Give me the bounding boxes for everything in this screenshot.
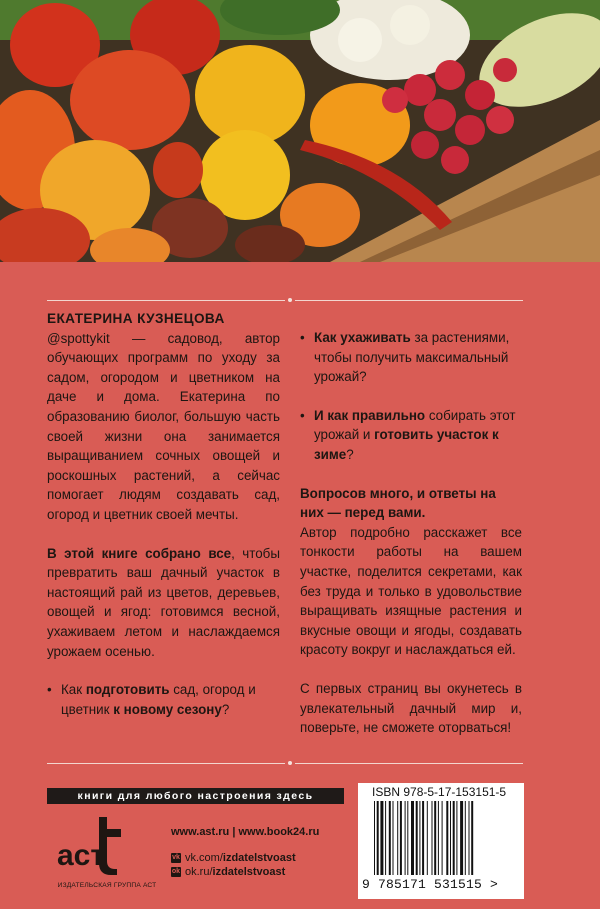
barcode <box>372 801 512 877</box>
question-1: • Как подготовить сад, огород и цветник к новому сезону? <box>47 682 256 717</box>
barcode-bar <box>460 801 463 875</box>
slogan-strip: книги для любого настроения здесь <box>47 788 344 804</box>
barcode-bar <box>389 801 391 875</box>
author-bio: @spottykit — садовод, автор обучающих программ по уходу за садом, огородом и цветником на даче и дома. Екатерина по образованию биолог, большую часть своей жизни она занимается выращиванием сочных овощей и роскошных растений, а сейчас помогает людям создавать сад, огород и цветник своей мечты. <box>47 330 280 522</box>
bottom-divider-left <box>47 763 285 764</box>
question-2: • Как ухаживать за растениями, чтобы получить максимальный урожай? <box>300 330 510 385</box>
barcode-bar <box>446 801 448 875</box>
svg-text:аст: аст <box>57 839 106 872</box>
closing-text: С первых страниц вы окунетесь в увлекательный дачный мир и, поверьте, не сможете оторваться! <box>300 680 522 736</box>
barcode-bar <box>442 801 443 875</box>
top-divider-left <box>47 300 285 301</box>
barcode-bar <box>422 801 424 875</box>
isbn-label: ISBN 978-5-17-153151-5 <box>372 785 507 799</box>
barcode-bar <box>407 801 408 875</box>
barcode-bar <box>416 801 418 875</box>
barcode-bar <box>438 801 439 875</box>
barcode-bar <box>393 801 394 875</box>
barcode-bar <box>427 801 428 875</box>
top-divider-right <box>295 300 523 301</box>
barcode-bar <box>400 801 402 875</box>
barcode-bar <box>397 801 398 875</box>
bottom-divider-right <box>295 763 523 764</box>
barcode-bar <box>385 801 386 875</box>
barcode-bar <box>377 801 379 875</box>
right-column <box>300 328 522 738</box>
ast-logo <box>55 815 135 877</box>
barcode-bar <box>450 801 451 875</box>
author-name: ЕКАТЕРИНА КУЗНЕЦОВА <box>47 311 225 326</box>
barcode-bar <box>434 801 436 875</box>
question-3: • И как правильно собирать этот урожай и готовить участок к зиме? <box>300 407 516 462</box>
barcode-bar <box>380 801 383 875</box>
publisher-name: ИЗДАТЕЛЬСКАЯ ГРУППА АСТ <box>57 882 157 889</box>
ok-icon: ok <box>171 868 181 875</box>
website-links[interactable]: www.ast.ru | www.book24.ru <box>171 826 320 838</box>
answers-text: Автор подробно расскажет все тонкости работы на вашем участке, поделится секретами, как без труда и только в удовольствие выращивать изящные растения и вкусные овощи и ягоды, создавать красоту вокруг и наслаждаться ей. <box>300 524 522 658</box>
author-handle: @spottykit <box>47 330 110 346</box>
bottom-divider-dot <box>288 761 292 765</box>
book-intro: В этой книге собрано все, чтобы превратить ваш дачный участок в настоящий рай из цветов, деревьев, овощей и ягод: готовимся весной, ухаживаем летом и наслаждаемся урожаем осенью. <box>47 545 280 659</box>
barcode-bar <box>471 801 473 875</box>
barcode-bar <box>469 801 470 875</box>
barcode-digits: 9 785171 531515 > <box>362 877 499 892</box>
vk-icon: vk <box>172 854 180 861</box>
answers-heading: Вопросов много, и ответы на них — перед вами. <box>300 485 496 521</box>
barcode-bar <box>374 801 375 875</box>
vk-link[interactable]: vk vk.com/ izdatelstvoast <box>172 852 296 864</box>
vegetables-photo <box>0 0 600 262</box>
barcode-bar <box>419 801 420 875</box>
isbn-barcode-box <box>358 783 524 899</box>
barcode-bar <box>432 801 433 875</box>
barcode-bar <box>405 801 406 875</box>
ok-link[interactable]: ok ok.ru/ izdatelstvoast <box>171 866 286 878</box>
barcode-bar <box>465 801 466 875</box>
barcode-bar <box>453 801 455 875</box>
top-divider-dot <box>288 298 292 302</box>
barcode-bar <box>456 801 457 875</box>
barcode-bar <box>411 801 414 875</box>
back-cover-panel <box>0 262 600 909</box>
left-column <box>47 309 280 719</box>
